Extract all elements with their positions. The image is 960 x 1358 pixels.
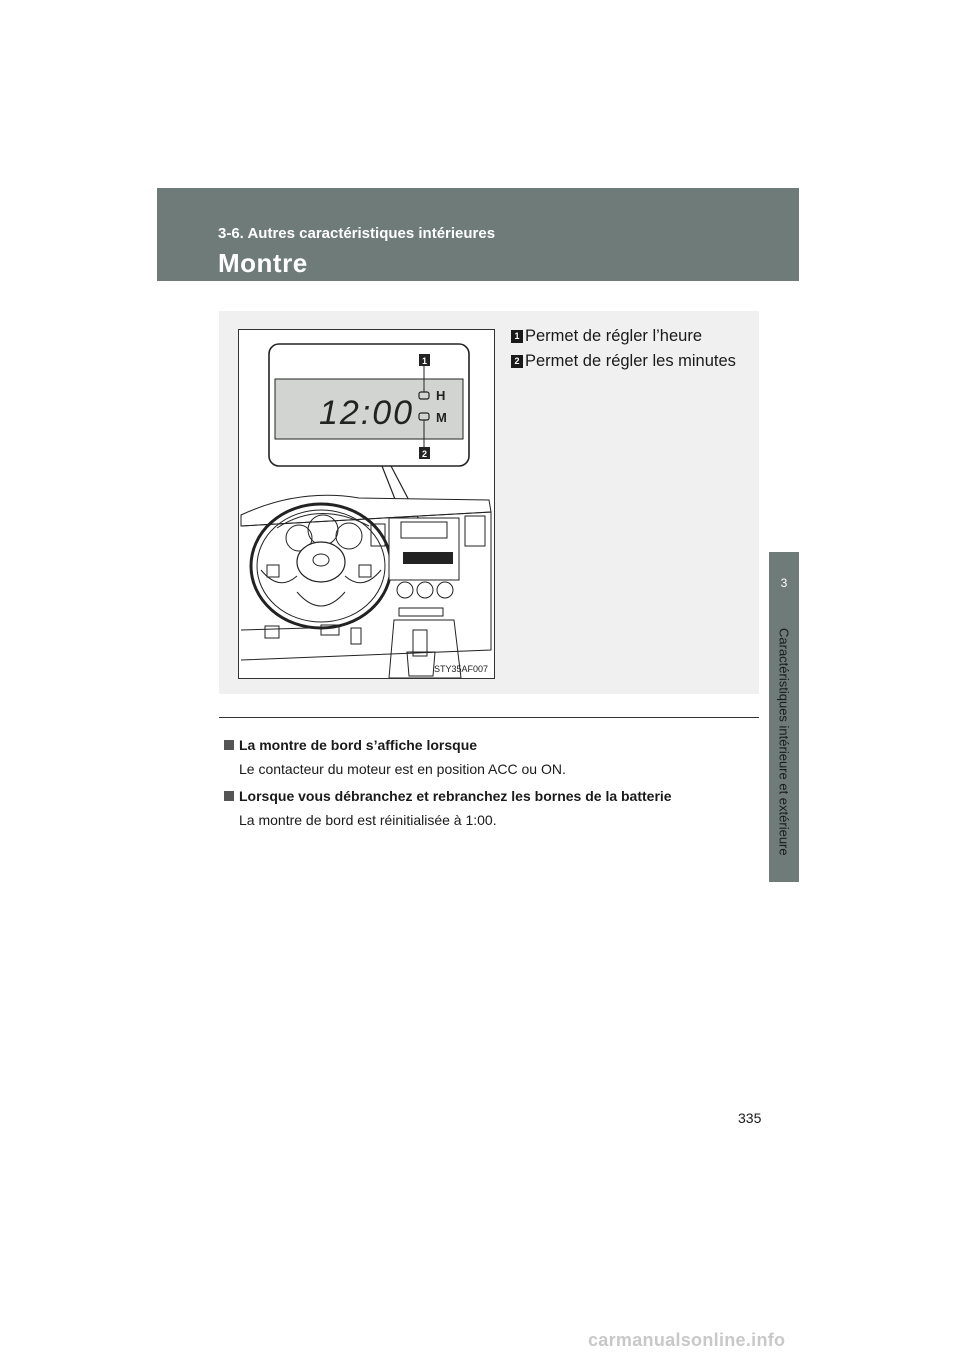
square-bullet-icon — [224, 791, 234, 801]
note-item — [224, 787, 754, 829]
figure-code: STY35AF007 — [433, 664, 488, 674]
square-bullet-icon — [224, 740, 234, 750]
section-label: 3-6. Autres caractéristiques intérieures — [218, 225, 496, 242]
section-divider — [219, 717, 759, 718]
note-body: Le contacteur du moteur est en position ACC ou ON. — [239, 761, 566, 777]
note-heading: La montre de bord s’affiche lorsque — [239, 737, 478, 753]
callout-badge: 1 — [511, 330, 523, 343]
dashboard-illustration — [238, 329, 495, 679]
chapter-side-label: Caractéristiques intérieure et extérieure — [776, 628, 792, 856]
dashboard-drawing — [239, 330, 494, 678]
minute-button-label: M — [436, 410, 447, 425]
page-number: 335 — [738, 1110, 762, 1126]
chapter-number: 3 — [780, 576, 788, 590]
notes-section — [224, 736, 754, 838]
callout-item — [514, 350, 736, 373]
callout-text: Permet de régler l’heure — [525, 327, 703, 345]
note-body: La montre de bord est réinitialisée à 1:00. — [239, 812, 497, 828]
note-heading: Lorsque vous débranchez et rebranchez les bornes de la batterie — [239, 788, 672, 804]
note-item — [224, 736, 754, 778]
figure-panel — [219, 311, 759, 694]
page-title: Montre — [218, 248, 308, 278]
callout-list — [514, 325, 736, 375]
clock-display: 12:00 — [319, 394, 415, 432]
figure-badge-2: 2 — [422, 449, 428, 459]
callout-item — [514, 325, 736, 348]
callout-badge: 2 — [511, 355, 523, 368]
watermark: carmanualsonline.info — [588, 1330, 786, 1350]
callout-text: Permet de régler les minutes — [525, 352, 736, 370]
figure-badge-1: 1 — [422, 356, 428, 366]
hour-button-label: H — [436, 388, 446, 403]
